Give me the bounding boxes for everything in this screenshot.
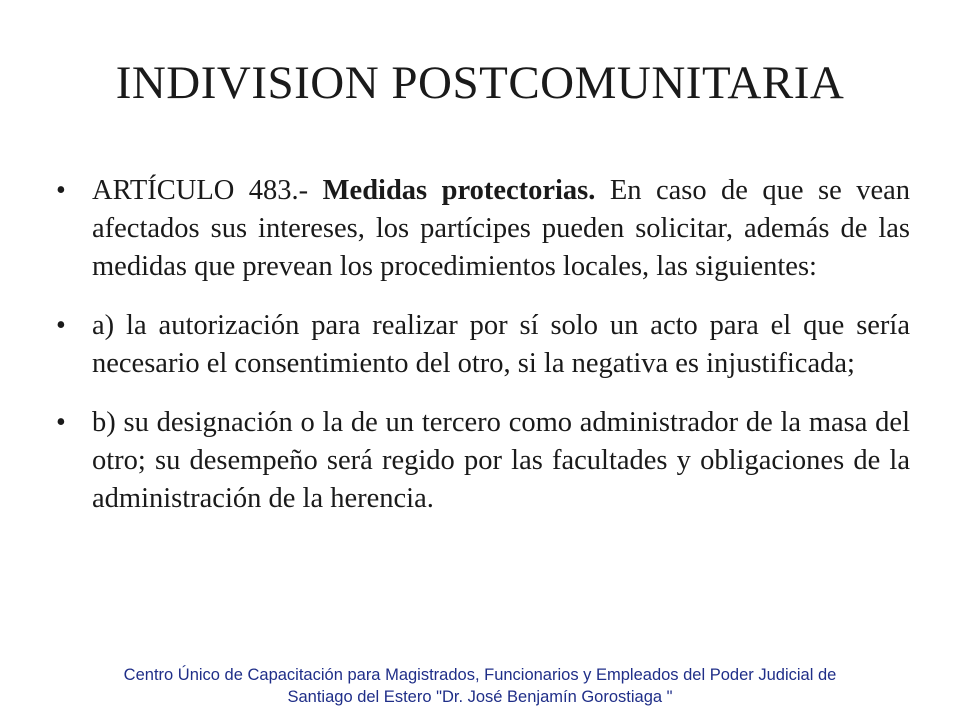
slide-title: INDIVISION POSTCOMUNITARIA (115, 57, 845, 109)
bullet-icon: • (56, 175, 66, 206)
item-b-text: b) su designación o la de un tercero como administrador de la masa del otro; su desempeño será regido por las facultades y obligaciones de la administración de la herencia. (92, 407, 910, 514)
bullet-item-articulo (56, 172, 910, 286)
footer (0, 664, 960, 708)
bullet-icon: • (56, 310, 66, 341)
bullet-item-b (56, 404, 910, 518)
footer-line-1: Centro Único de Capacitación para Magistrados, Funcionarios y Empleados del Poder Judicial de (123, 666, 837, 684)
article-heading: Medidas protectorias. (322, 175, 596, 206)
item-a-text: a) la autorización para realizar por sí solo un acto para el que sería necesario el consentimiento del otro, si la negativa es injustificada; (92, 310, 910, 379)
article-text: En caso de que se vean afectados sus intereses, los partícipes pueden solicitar, además de las medidas que prevean los procedimientos locales, las siguientes: (92, 175, 911, 282)
bullet-icon: • (56, 407, 66, 438)
bullet-item-a (56, 307, 910, 383)
bullet-list (56, 172, 910, 539)
footer-line-2: Santiago del Estero "Dr. José Benjamín Gorostiaga " (287, 688, 673, 706)
article-prefix: ARTÍCULO 483.- (92, 175, 323, 206)
